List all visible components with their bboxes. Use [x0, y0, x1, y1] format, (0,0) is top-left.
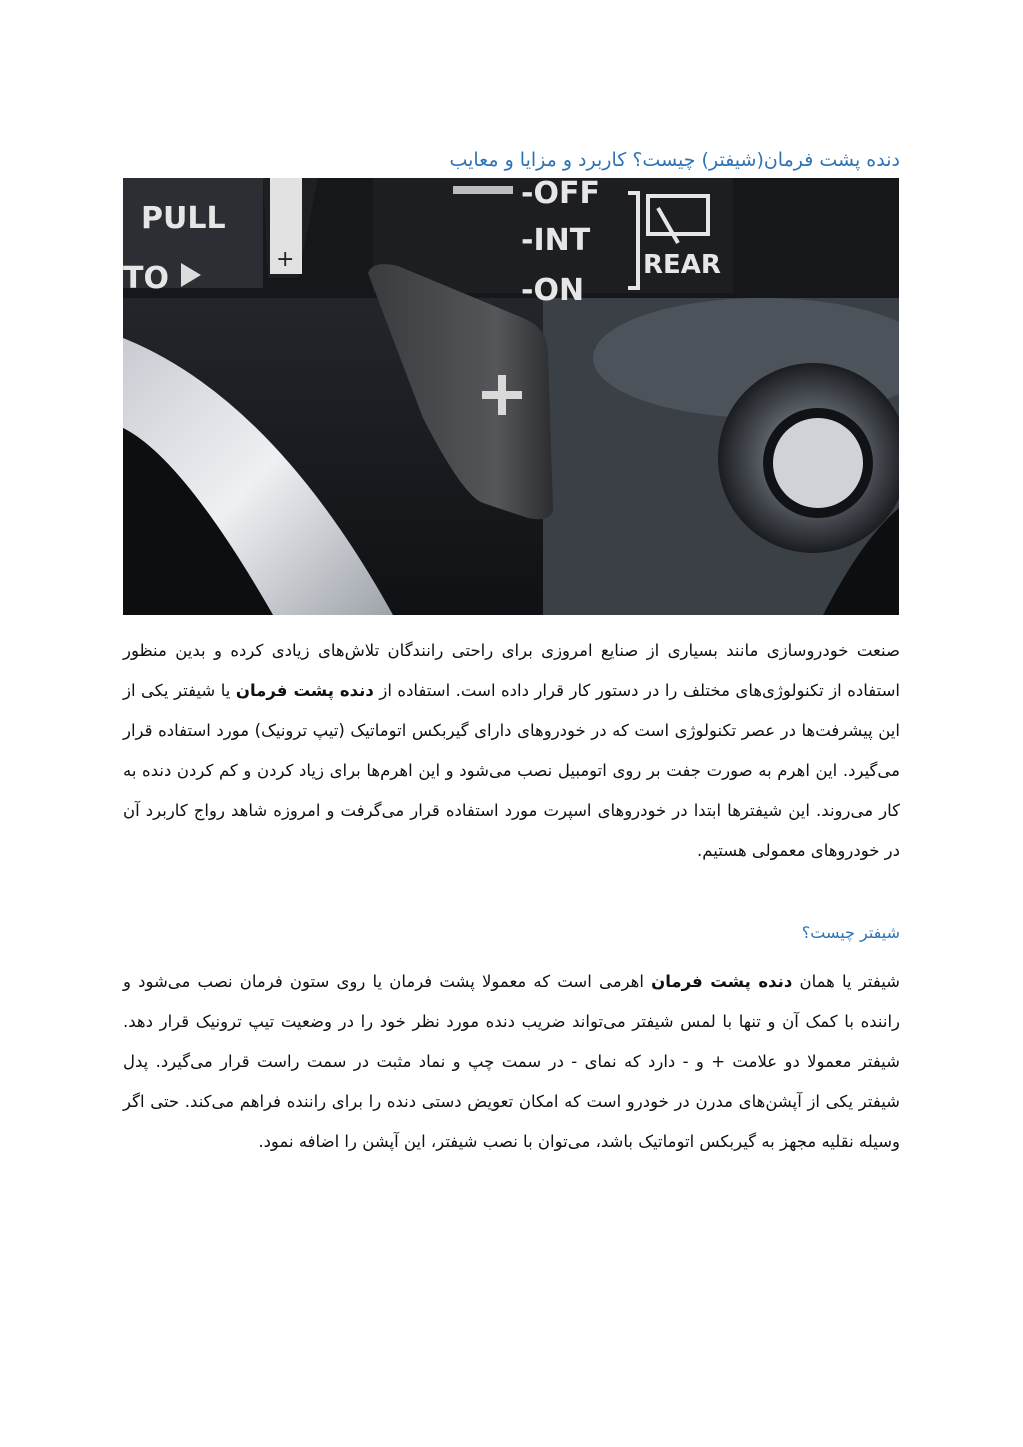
- intro-text-part-1: صنعت خودروسازی مانند بسیاری از صنایع امروزی برای راحتی رانندگان تلاش‌های زیادی کرده و بدین منظور استفاده از تکنولوژی‌های مختلف را در دستور کار قرار داده است. استفاده از: [123, 641, 901, 700]
- paddle-shifter-photo: [123, 178, 899, 615]
- intro-bold-link: دنده پشت فرمان: [235, 681, 374, 700]
- intro-text-part-2: یا شیفتر یکی از این پیشرفت‌ها در عصر تکنولوژی است که در خودروهای دارای گیربکس اتوماتیک (تیپ ترونیک) مورد استفاده قرار می‌گیرد. این اهرم به صورت جفت بر روی اتومبیل نصب می‌شود و این اهرم‌ها برای زیاد کردن و کم کردن دنده به کار می‌روند. این شیفترها ابتدا در خودروهای اسپرت مورد استفاده قرار می‌گرفت و امروزه شاهد رواج کاربرد آن در خودروهای معمولی هستیم.: [123, 681, 900, 860]
- page-title: دنده پشت فرمان(شیفتر) چیست؟ کاربرد و مزایا و معایب: [449, 149, 900, 171]
- definition-paragraph: [123, 962, 900, 1162]
- off-label: -OFF: [521, 178, 600, 211]
- definition-bold-term: دنده پشت فرمان: [651, 972, 793, 991]
- to-label: TO: [123, 261, 169, 296]
- definition-text-part-2: اهرمی است که معمولا پشت فرمان یا روی ستون فرمان نصب می‌شود و راننده با کمک آن و تنها با لمس شیفتر می‌تواند ضریب دنده مورد نظر خود را در وضعیت تیپ ترونیک قرار دهد. شیفتر معمولا دو علامت + و - دارد که نمای - در سمت چپ و نماد مثبت در سمت راست قرار می‌گیرد. پدل شیفتر یکی از آپشن‌های مدرن در خودرو است که امکان تعویض دستی دنده را برای راننده فراهم می‌کند. حتی اگر وسیله نقلیه مجهز به گیربکس اتوماتیک باشد، می‌توان با نصب شیفتر، این آپشن را اضافه نمود.: [123, 972, 900, 1151]
- pull-label: PULL: [141, 201, 226, 236]
- rear-label: REAR: [643, 250, 721, 280]
- section-heading: شیفتر چیست؟: [801, 923, 900, 942]
- small-plus-label: +: [276, 247, 295, 272]
- intro-paragraph: [123, 631, 900, 871]
- definition-text-part-1: شیفتر یا همان: [792, 972, 900, 991]
- int-label: -INT: [521, 223, 591, 258]
- on-label: -ON: [521, 273, 585, 308]
